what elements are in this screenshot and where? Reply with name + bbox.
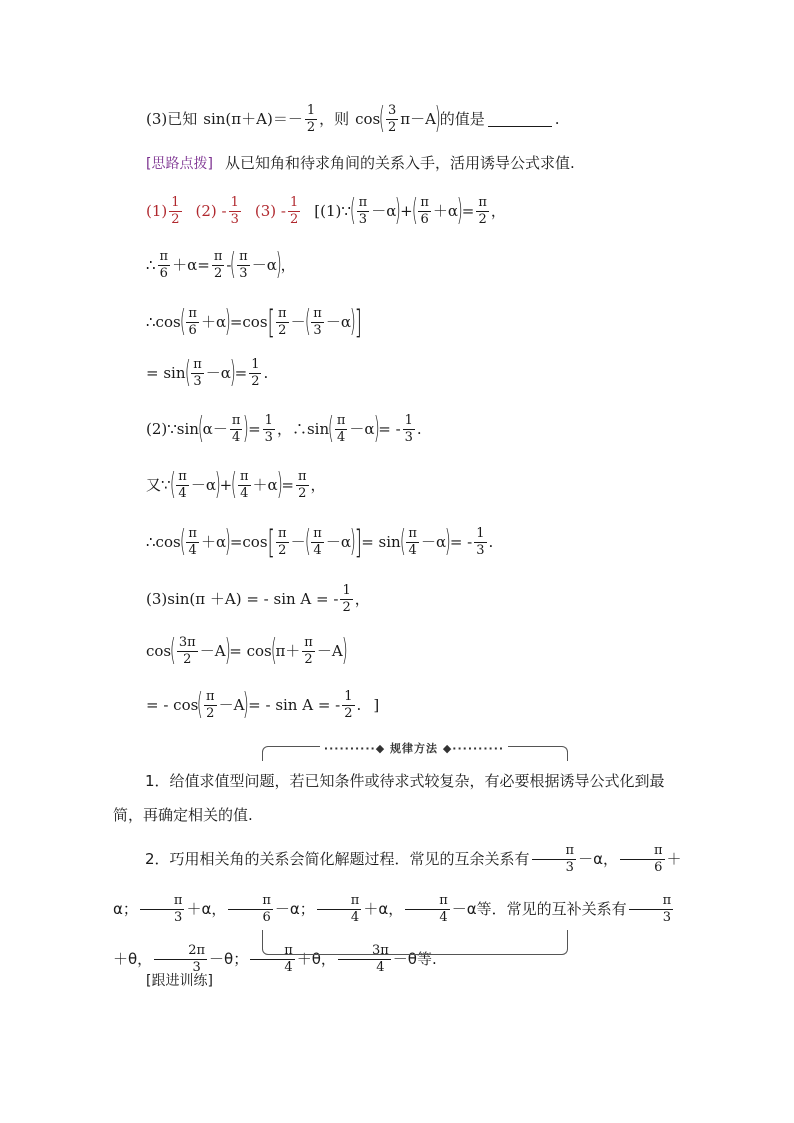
derivation-line-2: ∴ $\frac{\pi}{6}$ ＋α = $\frac{\pi}{2}$ - ( $\frac{\pi}{3}$ －α ) ，	[146, 247, 296, 283]
hint-text: 从已知角和待求角间的关系入手，活用诱导公式求值.	[224, 154, 575, 172]
answer-line-1: (1) $\frac{1}{2}$ (2) - $\frac{1}{3}$ (3) - $\frac{1}{2}$ [(1)∵ ( $\frac{\pi}{3}$ －α ) + ( $\frac{\pi}{6}$ ＋α ) = $\frac{\pi}{2}$ ，	[146, 193, 506, 229]
derivation-line-7: ∴ cos ( $\frac{\pi}{4}$ ＋α ) = cos [ $\frac{\pi}{2}$ － ( $\frac{\pi}{4}$ －α ) ] = sin ( $\frac{\pi}{4}$ －α ) = - $\frac{1}{3}$ .	[146, 523, 494, 561]
answer-2: (2) - $\frac{1}{3}$	[195, 195, 239, 227]
derivation-line-8: (3)sin(π ＋A) = - sin A = - $\frac{1}{2}$ ，	[146, 583, 370, 615]
answer-blank	[488, 112, 552, 127]
fraction: $\frac{1}{2}$	[306, 103, 316, 135]
method-box-bottom	[262, 930, 568, 955]
derivation-line-6: 又∵ ( $\frac{\pi}{4}$ －α ) + ( $\frac{\pi}{4}$ ＋α ) = $\frac{\pi}{2}$ ，	[146, 467, 326, 503]
derivation-line-9: cos ( $\frac{3\pi}{2}$ －A ) = cos ( π＋ $\frac{\pi}{2}$ －A )	[146, 633, 348, 669]
method-paragraph-1: 1．给值求值型问题，若已知条件或待求式较复杂，有必要根据诱导公式化到最简，再确定相关的值.	[113, 772, 665, 824]
derivation-line-5: (2)∵sin ( α － $\frac{\pi}{4}$ ) = $\frac{1}{3}$ ，∴sin ( $\frac{\pi}{4}$ －α ) = - $\frac{1}{3}$ .	[146, 411, 422, 447]
fraction: $\frac{3}{2}$	[387, 103, 397, 135]
hint-tag: [思路点拨]	[146, 155, 213, 172]
method-paragraph-2: 2．巧用相关角的关系会简化解题过程．常见的互余关系有 $\frac{\pi}{3}$ －α， $\frac{\pi}{6}$ ＋α； $\frac{\pi}{3}$ ＋α， $\frac{\pi}{6}$ －α； $\frac{\pi}{4}$ ＋α， $\frac{\pi}{4}$ －α等．常见的互补关系有 $\frac{\pi}{3}$ ＋θ， $\frac{2\pi}{3}$ －θ； $\frac{\pi}{4}$ ＋θ， $\frac{3\pi}{4}$ －θ等.	[113, 843, 682, 975]
derivation-line-10: = - cos ( $\frac{\pi}{2}$ －A ) = - sin A = - $\frac{1}{2}$ . ]	[146, 687, 380, 723]
derivation-line-3: ∴ cos ( $\frac{\pi}{6}$ ＋α ) = cos [ $\frac{\pi}{2}$ － ( $\frac{\pi}{3}$ －α ) ]	[146, 303, 362, 341]
answer-1: (1) $\frac{1}{2}$	[146, 195, 180, 227]
hint-line	[146, 156, 575, 171]
follow-up-heading: [跟进训练]	[146, 973, 213, 989]
derivation-line-4: = sin ( $\frac{\pi}{3}$ －α ) = $\frac{1}{2}$ .	[146, 355, 269, 391]
method-box-title: ··········◆ 规律方法 ◆··········	[260, 738, 568, 756]
question-3: (3) 已知 sin(π＋A)＝－ $\frac{1}{2}$ ，则 cos ( $\frac{3}{2}$ π－A ) 的值是 .	[146, 101, 560, 137]
answer-3: (3) - $\frac{1}{2}$	[254, 195, 299, 227]
